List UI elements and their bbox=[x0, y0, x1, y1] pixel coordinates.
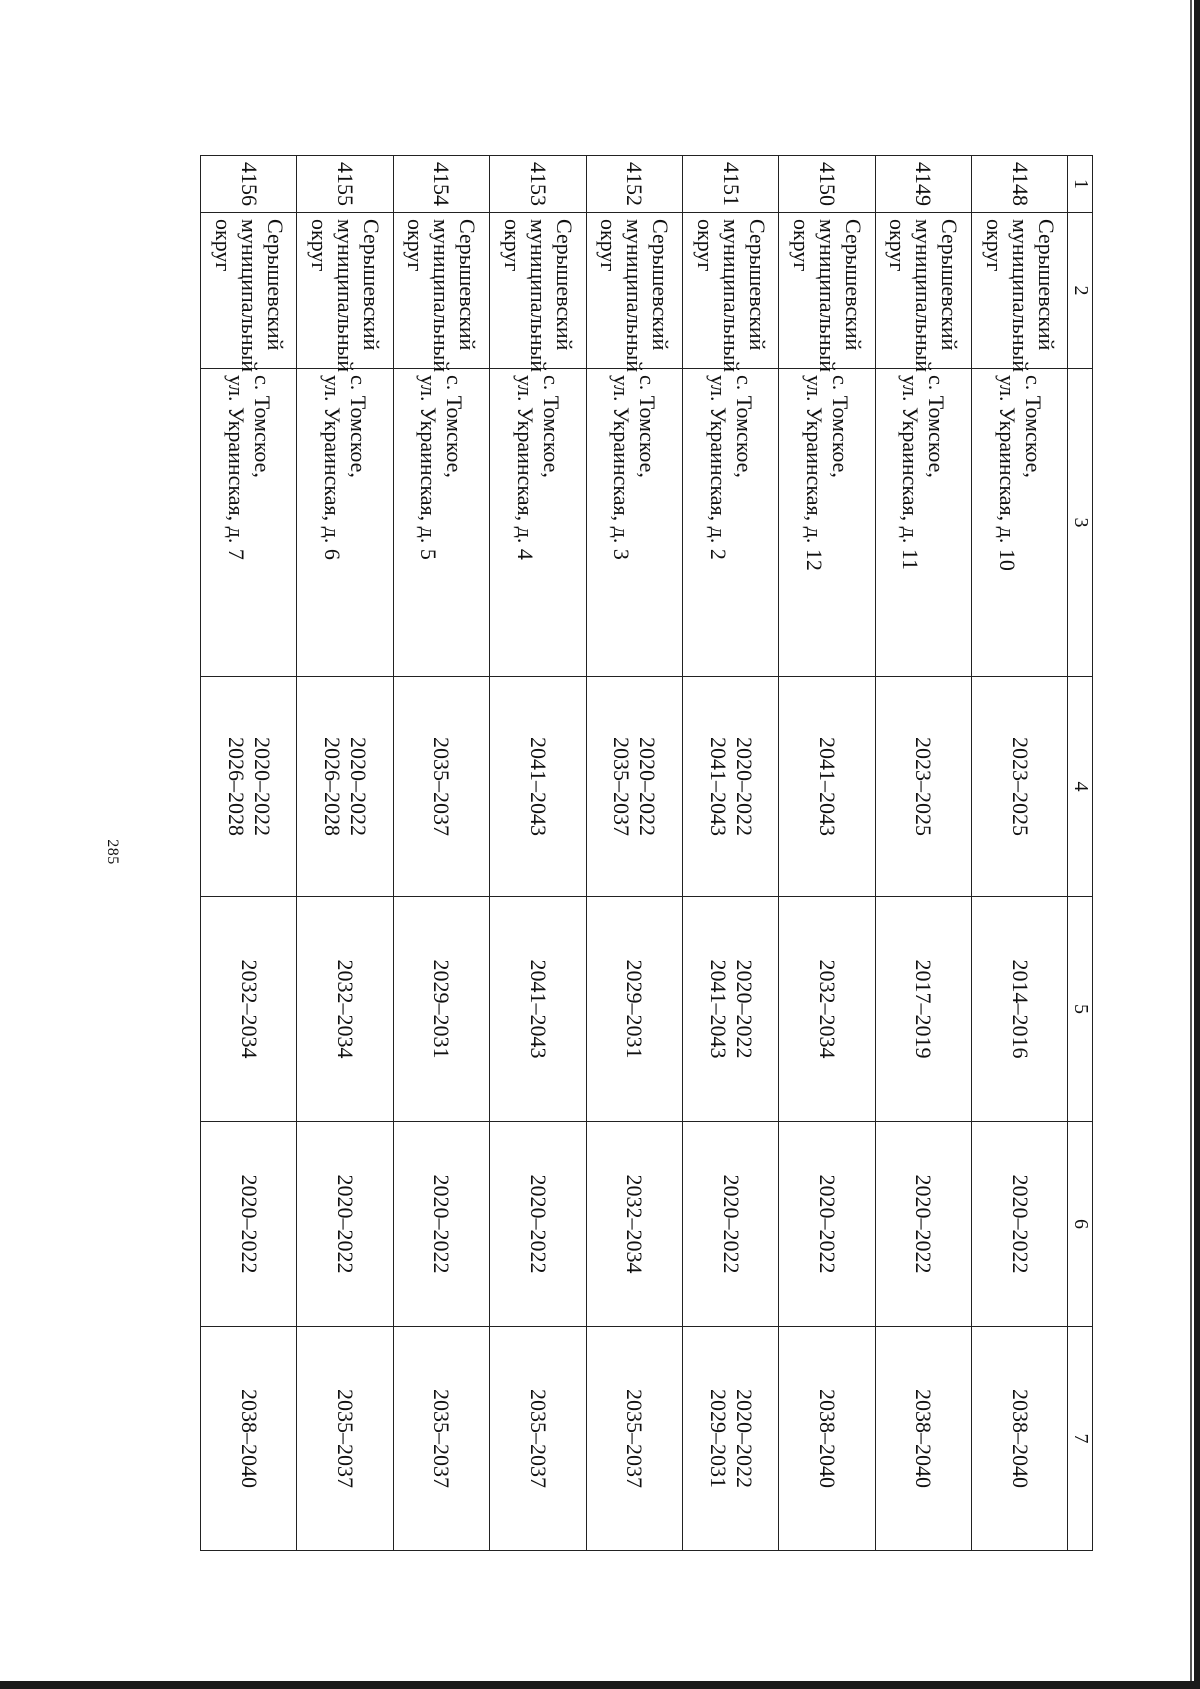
cell-text-line: муниципальный bbox=[622, 219, 648, 373]
row-number-cell: 4155 bbox=[297, 156, 393, 213]
cell-text-line: Серышевский bbox=[1033, 219, 1059, 351]
period-col-5-cell bbox=[201, 897, 297, 1122]
cell-text-line: Серышевский bbox=[455, 219, 481, 351]
district-cell bbox=[201, 213, 297, 373]
cell-text-line: с. Томское, bbox=[442, 375, 468, 478]
column-header: 2 bbox=[1068, 213, 1093, 369]
period-col-5-cell bbox=[779, 897, 875, 1122]
cell-text-line: 2020–2022 bbox=[249, 737, 275, 836]
address-cell bbox=[972, 369, 1068, 677]
cell-text-line: ул. Украинская, д. 11 bbox=[898, 375, 924, 571]
cell-text-line: ул. Украинская, д. 12 bbox=[801, 375, 827, 571]
cell-text-line: 2020–2022 bbox=[911, 1174, 937, 1274]
page-edge-line bbox=[1190, 0, 1192, 1689]
cell-text-line: 2032–2034 bbox=[622, 1174, 648, 1274]
cell-text-line: с. Томское, bbox=[635, 375, 661, 478]
cell-text-line: 2029–2031 bbox=[429, 959, 455, 1059]
district-cell bbox=[490, 213, 586, 373]
cell-text-line: 2020–2022 bbox=[1007, 1174, 1033, 1274]
column-header: 6 bbox=[1068, 1122, 1093, 1327]
table-body bbox=[201, 156, 1068, 1551]
period-col-4-cell bbox=[297, 677, 393, 897]
period-col-4-cell bbox=[586, 677, 682, 897]
cell-text-line: Серышевский bbox=[262, 219, 288, 351]
cell-text-line: с. Томское, bbox=[827, 375, 853, 478]
address-cell bbox=[875, 369, 971, 677]
cell-text-line: 2035–2037 bbox=[429, 1389, 455, 1488]
register-table bbox=[200, 155, 1093, 1551]
page-edge-shadow bbox=[1194, 0, 1200, 1689]
table-container bbox=[200, 155, 1093, 1550]
period-col-4-cell bbox=[201, 677, 297, 897]
cell-text-line: с. Томское, bbox=[249, 375, 275, 478]
cell-text-line: Серышевский bbox=[359, 219, 385, 351]
column-header: 5 bbox=[1068, 897, 1093, 1122]
row-number-cell: 4153 bbox=[490, 156, 586, 213]
period-col-4-cell bbox=[779, 677, 875, 897]
period-col-5-cell bbox=[586, 897, 682, 1122]
cell-text-line: ул. Украинская, д. 7 bbox=[223, 375, 249, 560]
row-number-cell: 4151 bbox=[682, 156, 778, 213]
district-cell bbox=[972, 213, 1068, 373]
period-col-5-cell bbox=[682, 897, 778, 1122]
cell-text-line: ул. Украинская, д. 5 bbox=[416, 375, 442, 560]
cell-text-line: муниципальный bbox=[911, 219, 937, 373]
cell-text-line: 2020–2022 bbox=[236, 1174, 262, 1274]
cell-text-line: Серышевский bbox=[840, 219, 866, 351]
column-number-row bbox=[1068, 156, 1093, 1551]
row-number-cell: 4149 bbox=[875, 156, 971, 213]
table-row bbox=[972, 156, 1068, 1551]
cell-text-line: 2029–2031 bbox=[705, 1389, 731, 1488]
period-col-5-cell bbox=[490, 897, 586, 1122]
cell-text-line: 2035–2037 bbox=[622, 1389, 648, 1488]
cell-text-line: 2035–2037 bbox=[609, 737, 635, 836]
period-col-6-cell bbox=[297, 1122, 393, 1327]
cell-text-line: 2032–2034 bbox=[333, 959, 359, 1059]
district-cell bbox=[875, 213, 971, 373]
cell-text-line: 2038–2040 bbox=[911, 1389, 937, 1488]
district-cell bbox=[393, 213, 489, 373]
period-col-7-cell bbox=[297, 1327, 393, 1551]
address-cell bbox=[490, 369, 586, 677]
cell-text-line: округ bbox=[596, 219, 622, 272]
table-row bbox=[875, 156, 971, 1551]
period-col-5-cell bbox=[875, 897, 971, 1122]
cell-text-line: с. Томское, bbox=[924, 375, 950, 478]
cell-text-line: 2023–2025 bbox=[1007, 737, 1033, 836]
cell-text-line: муниципальный bbox=[718, 219, 744, 373]
cell-text-line: округ bbox=[885, 219, 911, 272]
cell-text-line: с. Томское, bbox=[538, 375, 564, 478]
table-row bbox=[393, 156, 489, 1551]
cell-text-line: округ bbox=[403, 219, 429, 272]
cell-text-line: 2020–2022 bbox=[346, 737, 372, 836]
cell-text-line: 2041–2043 bbox=[814, 737, 840, 836]
period-col-6-cell bbox=[682, 1122, 778, 1327]
row-number-cell: 4156 bbox=[201, 156, 297, 213]
cell-text-line: муниципальный bbox=[814, 219, 840, 373]
period-col-7-cell bbox=[972, 1327, 1068, 1551]
cell-text-line: округ bbox=[692, 219, 718, 272]
cell-text-line: 2020–2022 bbox=[731, 737, 757, 836]
cell-text-line: муниципальный bbox=[525, 219, 551, 373]
period-col-6-cell bbox=[972, 1122, 1068, 1327]
period-col-6-cell bbox=[779, 1122, 875, 1327]
address-cell bbox=[297, 369, 393, 677]
cell-text-line: 2017–2019 bbox=[911, 959, 937, 1059]
address-cell bbox=[682, 369, 778, 677]
period-col-7-cell bbox=[779, 1327, 875, 1551]
table-row bbox=[779, 156, 875, 1551]
cell-text-line: Серышевский bbox=[648, 219, 674, 351]
period-col-6-cell bbox=[875, 1122, 971, 1327]
table-row bbox=[490, 156, 586, 1551]
period-col-4-cell bbox=[875, 677, 971, 897]
cell-text-line: 2038–2040 bbox=[1007, 1389, 1033, 1488]
cell-text-line: Серышевский bbox=[744, 219, 770, 351]
cell-text-line: округ bbox=[307, 219, 333, 272]
cell-text-line: ул. Украинская, д. 3 bbox=[609, 375, 635, 560]
cell-text-line: 2032–2034 bbox=[236, 959, 262, 1059]
cell-text-line: с. Томское, bbox=[731, 375, 757, 478]
period-col-4-cell bbox=[682, 677, 778, 897]
period-col-7-cell bbox=[490, 1327, 586, 1551]
row-number-cell: 4148 bbox=[972, 156, 1068, 213]
period-col-7-cell bbox=[875, 1327, 971, 1551]
cell-text-line: 2035–2037 bbox=[429, 737, 455, 836]
cell-text-line: муниципальный bbox=[429, 219, 455, 373]
cell-text-line: 2029–2031 bbox=[622, 959, 648, 1059]
cell-text-line: 2014–2016 bbox=[1007, 959, 1033, 1059]
row-number-cell: 4152 bbox=[586, 156, 682, 213]
period-col-6-cell bbox=[393, 1122, 489, 1327]
cell-text-line: 2020–2022 bbox=[429, 1174, 455, 1274]
cell-text-line: 2041–2043 bbox=[525, 959, 551, 1059]
column-header: 3 bbox=[1068, 369, 1093, 677]
cell-text-line: 2041–2043 bbox=[705, 737, 731, 836]
district-cell bbox=[586, 213, 682, 373]
cell-text-line: 2035–2037 bbox=[525, 1389, 551, 1488]
rotated-table-frame bbox=[200, 155, 1093, 1550]
period-col-4-cell bbox=[972, 677, 1068, 897]
cell-text-line: ул. Украинская, д. 2 bbox=[705, 375, 731, 560]
cell-text-line: 2041–2043 bbox=[525, 737, 551, 836]
period-col-7-cell bbox=[586, 1327, 682, 1551]
column-header: 7 bbox=[1068, 1327, 1093, 1551]
column-header: 1 bbox=[1068, 156, 1093, 213]
cell-text-line: муниципальный bbox=[236, 219, 262, 373]
cell-text-line: Серышевский bbox=[551, 219, 577, 351]
cell-text-line: 2023–2025 bbox=[911, 737, 937, 836]
row-number-cell: 4150 bbox=[779, 156, 875, 213]
period-col-4-cell bbox=[490, 677, 586, 897]
cell-text-line: 2026–2028 bbox=[223, 737, 249, 836]
cell-text-line: муниципальный bbox=[1007, 219, 1033, 373]
table-row bbox=[682, 156, 778, 1551]
period-col-5-cell bbox=[297, 897, 393, 1122]
cell-text-line: 2032–2034 bbox=[814, 959, 840, 1059]
cell-text-line: округ bbox=[499, 219, 525, 272]
cell-text-line: 2020–2022 bbox=[333, 1174, 359, 1274]
period-col-6-cell bbox=[201, 1122, 297, 1327]
row-number-cell: 4154 bbox=[393, 156, 489, 213]
cell-text-line: с. Томское, bbox=[1020, 375, 1046, 478]
cell-text-line: 2020–2022 bbox=[635, 737, 661, 836]
cell-text-line: 2020–2022 bbox=[525, 1174, 551, 1274]
cell-text-line: ул. Украинская, д. 10 bbox=[994, 375, 1020, 571]
period-col-5-cell bbox=[393, 897, 489, 1122]
period-col-5-cell bbox=[972, 897, 1068, 1122]
cell-text-line: 2020–2022 bbox=[731, 1389, 757, 1488]
page-bottom-edge bbox=[0, 1681, 1200, 1689]
period-col-4-cell bbox=[393, 677, 489, 897]
district-cell bbox=[682, 213, 778, 373]
column-header: 4 bbox=[1068, 677, 1093, 897]
cell-text-line: 2020–2022 bbox=[731, 959, 757, 1059]
district-cell bbox=[779, 213, 875, 373]
cell-text-line: 2041–2043 bbox=[705, 959, 731, 1059]
cell-text-line: ул. Украинская, д. 6 bbox=[320, 375, 346, 560]
cell-text-line: 2026–2028 bbox=[320, 737, 346, 836]
table-row bbox=[586, 156, 682, 1551]
cell-text-line: с. Томское, bbox=[346, 375, 372, 478]
table-row bbox=[201, 156, 297, 1551]
cell-text-line: округ bbox=[789, 219, 814, 272]
address-cell bbox=[393, 369, 489, 677]
period-col-7-cell bbox=[393, 1327, 489, 1551]
cell-text-line: 2035–2037 bbox=[333, 1389, 359, 1488]
period-col-6-cell bbox=[490, 1122, 586, 1327]
cell-text-line: 2020–2022 bbox=[718, 1174, 744, 1274]
cell-text-line: 2020–2022 bbox=[814, 1174, 840, 1274]
cell-text-line: ул. Украинская, д. 4 bbox=[512, 375, 538, 560]
table-row bbox=[297, 156, 393, 1551]
cell-text-line: 2038–2040 bbox=[814, 1389, 840, 1488]
address-cell bbox=[201, 369, 297, 677]
cell-text-line: округ bbox=[981, 219, 1007, 272]
cell-text-line: 2038–2040 bbox=[236, 1389, 262, 1488]
address-cell bbox=[779, 369, 875, 677]
cell-text-line: муниципальный bbox=[333, 219, 359, 373]
cell-text-line: округ bbox=[210, 219, 236, 272]
cell-text-line: Серышевский bbox=[937, 219, 963, 351]
period-col-6-cell bbox=[586, 1122, 682, 1327]
page-number: 285 bbox=[104, 839, 121, 865]
period-col-7-cell bbox=[201, 1327, 297, 1551]
district-cell bbox=[297, 213, 393, 373]
period-col-7-cell bbox=[682, 1327, 778, 1551]
address-cell bbox=[586, 369, 682, 677]
